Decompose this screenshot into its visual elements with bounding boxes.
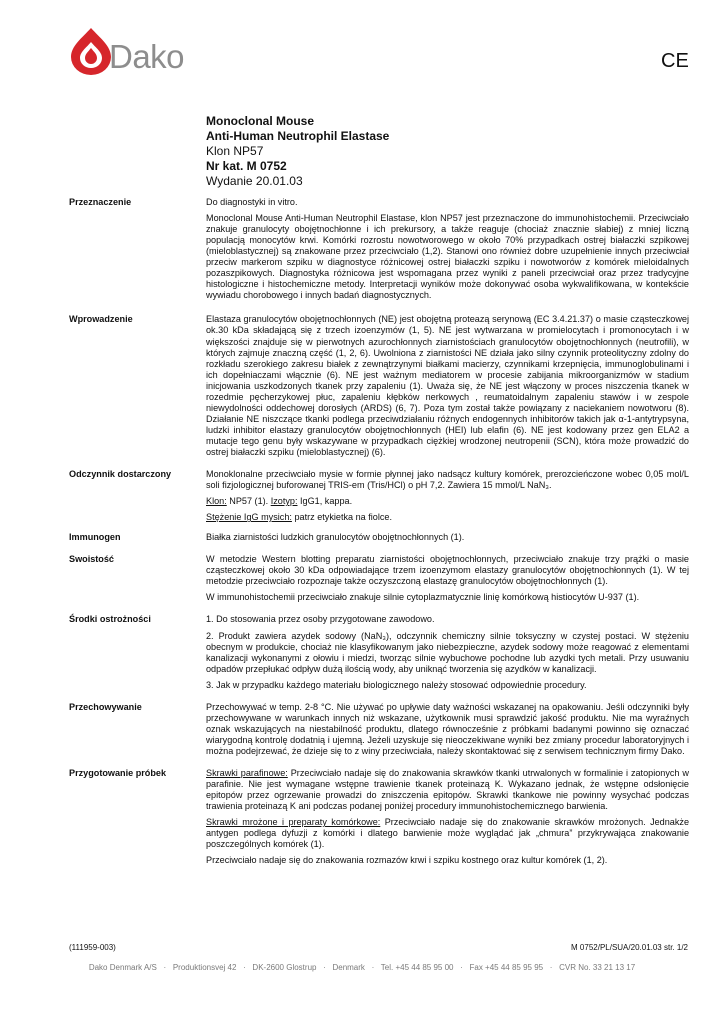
paragraph: 2. Produkt zawiera azydek sodowy (NaN₃), odczynnik chemiczny silnie toksyczny w czystej postaci. W stężeniu obecnym w produkcie, chociaż nie klasyfikowanym jako niebezpieczne, azydek sodowy może reagować z elementami kanalizacji wykonanymi z ołowiu i miedzi, tworząc silnie wybuchowe pochodne lub azydki tych metali. Przy usuwaniu odpadów przepłukać odpływ dużą ilością wody, aby uniknąć tworzenia się azydków w kanalizacji. — [206, 630, 689, 674]
paraffin-title: Skrawki parafinowe: — [206, 767, 288, 778]
frozen-title: Skrawki mrożone i preparaty komórkowe: — [206, 817, 381, 828]
izotyp-value: IgG1, kappa. — [297, 496, 353, 507]
footer-address: Dako Denmark A/S · Produktionsvej 42 · DK-2600 Glostrup · Denmark · Tel. +45 44 85 95 00 · Fax +45 44 85 95 95 · CVR No. 33 21 13 17 — [88, 963, 636, 972]
section-swoistosc — [69, 554, 689, 603]
paragraph: W metodzie Western blotting preparatu ziarnistości obojętnochłonnych, przeciwciało znakuje trzy prążki o masie cząsteczkowej około 30 kDa odpowiadające trzem izoenzymom elastazy granulocytów obojętnochłonnych (1). W tej metodzie przeciwciało rozpoznaje także oczyszczoną elastazę granulocytów obojętnochłonnych (1). — [206, 554, 689, 587]
footer-page-ref: M 0752/PL/SUA/20.01.03 str. 1/2 — [571, 943, 688, 952]
stezenie-value: patrz etykietka na fiolce. — [291, 512, 393, 523]
paragraph: 3. Jak w przypadku każdego materiału biologicznego należy stosować odpowiednie procedury. — [206, 679, 587, 690]
paragraph: Elastaza granulocytów obojętnochłonnych (NE) jest obojętną proteazą serynową (EC 3.4.21.37) o masie cząsteczkowej ok.30 kDa składającą się z trzech izoenzymów (1, 5). NE jest wytwarzana w promielocytach i promonocytach i w większości znajduje się w pierwotnych azurochłonnych ziarnistościach granulocytów obojętnochłonnych (neutrofili), w których zajmuje znaczną część (1, 2, 6). Uwolniona z ziarnistości NE działa jako silny czynnik proteolityczny zdolny do rozkładu szerokiego zakresu białek z zewnątrzynymi białkami macierzy, czynnikami krzepnięcia, immunoglobulinami i ich dopełniaczami włącznie (6). NE jest ważnym mediatorem w procesie zabijania mikroorganizmów w stadium inicjowania uszkodzonych tkanek przy zapaleniu (1). Uważa się, że NE jest włączony w proces niszczenia tkanek w rozedmie pęcherzykowej płuc, zapaleniu kłębków nerkowych , reumatoidalnym zapaleniu stawów i w zespole niewydolności oddechowej dorosłych (ARDS) (6, 7). Poza tym został także powiązany z naciekaniem nowotworu (8). Działanie NE niszczące tkanki podlega przeciwdziałaniu różnych endogennych inhibitorów takich jak α-1-antytrypsyna, ludzki inhibitor elastazy granulocytów obojętnochłonnych (HEI) lub elafin (6). NE jest kodowany przez gen ELA2 a mutacje tego genu były wskazywane w przypadkach ciężkiej wrodzonej neutropenii (SCN), która może prowadzić do ostrej białaczki szpiku (mieloblastycznej) (6). — [206, 314, 689, 457]
section-wprowadzenie — [69, 314, 689, 458]
izotyp-label: Izotyp: — [270, 496, 298, 507]
paragraph: Monoclonal Mouse Anti-Human Neutrophil Elastase, klon NP57 jest przeznaczone do immunohistochemii. Przeciwciało znakuje granulocyty obojętnochłonne i ich prekursory, a także reaguje (chociaż znacznie słabiej) z mniej liczną populacją monocytów krwi. Komórki rozrostu nowotworowego w około 70% przypadkach ostrej białaczki szpikowej (mieloblastycznej) są znakowane przez przeciwciało (1,2). Stanowi ono również dobre uzupełnienie innych przeciwciał przeciw markerom szpiku w diagnostyce różnicowej ostrej białaczki szpiku i nowotworów z komórek mieloidalnych pozaszpikowych. Diagnostyka różnicowa jest wspomagana przez wyniki z paneli przeciwciał oraz przez tradycyjne histologiczne i histochemiczne metody. Interpretacji wyników może dokonywać osoba wykwalifikowana, w kontekście wywiadu chorobowego i innych badań diagnostycznych. — [206, 213, 689, 301]
concentration — [206, 512, 689, 523]
section-odczynnik — [69, 469, 689, 523]
paragraph: Przeciwciało nadaje się do znakowania rozmazów krwi i szpiku kostnego oraz kultur komórek (1, 2). — [206, 855, 608, 866]
section-przeznaczenie — [69, 197, 689, 301]
section-label: Środki ostrożności — [69, 614, 151, 625]
paragraph — [206, 768, 689, 812]
section-label: Przechowywanie — [69, 701, 142, 712]
section-label: Immunogen — [69, 532, 121, 543]
ce-mark: CE — [661, 50, 689, 72]
catalog-number: Nr kat. M 0752 — [206, 159, 287, 173]
paragraph: Przechowywać w temp. 2-8 °C. Nie używać po upływie daty ważności wskazanej na opakowaniu. Jeśli odczynniki były przechowywane w warunkach innych niż wskazane, użytkownik musi sprawdzić jakość produktu. Nie ma wyraźnych oznak wskazujących na niestabilność produktu, dlatego równocześnie z próbkami badanymi powinno się oznaczać wiarygodną kontrolę dodatnią i ujemną. Jeżeli uzyskuje się nieoczekiwane wyniki bez zmiany procedur laboratoryjnych i można podejrzewać, że dzieje się to z winy przeciwciała, należy skontaktować się z serwisem technicznym firmy Dako. — [206, 701, 689, 756]
section-label: Przeznaczenie — [69, 197, 132, 207]
document-content — [69, 197, 689, 871]
paraffin-text: Przeciwciało nadaje się do znakowania skrawków tkanki utrwalonych w formalinie i zatopionych w parafinie. Nie jest wymagane wstępne trawienie tkanek proteinazą K. Wykazano jednak, że wstępne odsłonięcie epitopów przez ogrzewanie prowadzi do zniszczenia epitopów. Skrawki tkankowe nie powinny wysychać podczas trawienia proteinazą K ani podczas podanej poniżej procedury immunohistochemicznego barwienia. — [206, 767, 689, 812]
paragraph: Białka ziarnistości ludzkich granulocytów obojętnochłonnych (1). — [206, 532, 465, 543]
document-header — [206, 114, 389, 189]
section-przygotowanie — [69, 768, 689, 866]
paragraph: W immunohistochemii przeciwciało znakuje silnie cytoplazmatycznie linię komórkową histiocytów U-937 (1). — [206, 592, 640, 603]
dako-logo — [68, 24, 188, 78]
section-label: Wprowadzenie — [69, 314, 133, 325]
frozen-text: Przeciwciało nadaje się do znakowanie skrawków mrożonych. Jednakże antygen podlega dyfuzji z komórki i dlatego barwienie może wyglądać jak „chmura” przykrywająca znakowanie poszczególnych komórek (1). — [206, 817, 689, 850]
footer-code: (111959-003) — [69, 943, 116, 952]
product-line-2: Anti-Human Neutrophil Elastase — [206, 129, 390, 143]
clone-isotype — [206, 496, 689, 507]
dako-drop-icon — [68, 26, 114, 76]
section-immunogen — [69, 532, 689, 543]
paragraph: 1. Do stosowania przez osoby przygotowane zawodowo. — [206, 614, 435, 625]
paragraph — [206, 817, 689, 850]
clone: Klon NP57 — [206, 144, 264, 158]
paragraph: Monoklonalne przeciwciało mysie w formie płynnej jako nadsącz kultury komórek, prerozcieńczone wobec 0,05 mol/L soli fizjologicznej buforowanej TRIS-em (Tris/HCl) o pH 7,2. Zawiera 15 mmol/L NaN₃. — [206, 469, 689, 491]
stezenie-label: Stężenie IgG mysich: — [206, 512, 292, 523]
section-label: Odczynnik dostarczony — [69, 469, 172, 480]
klon-label: Klon: — [206, 496, 227, 507]
product-line-1: Monoclonal Mouse — [206, 114, 314, 128]
paragraph: Do diagnostyki in vitro. — [206, 197, 298, 207]
section-label: Przygotowanie próbek — [69, 767, 167, 778]
klon-value: NP57 (1). — [226, 496, 271, 507]
section-przechowywanie — [69, 702, 689, 757]
section-label: Swoistość — [69, 554, 114, 565]
edition: Wydanie 20.01.03 — [206, 174, 303, 188]
section-srodki — [69, 614, 689, 690]
logo-wordmark: Dako — [109, 38, 185, 75]
